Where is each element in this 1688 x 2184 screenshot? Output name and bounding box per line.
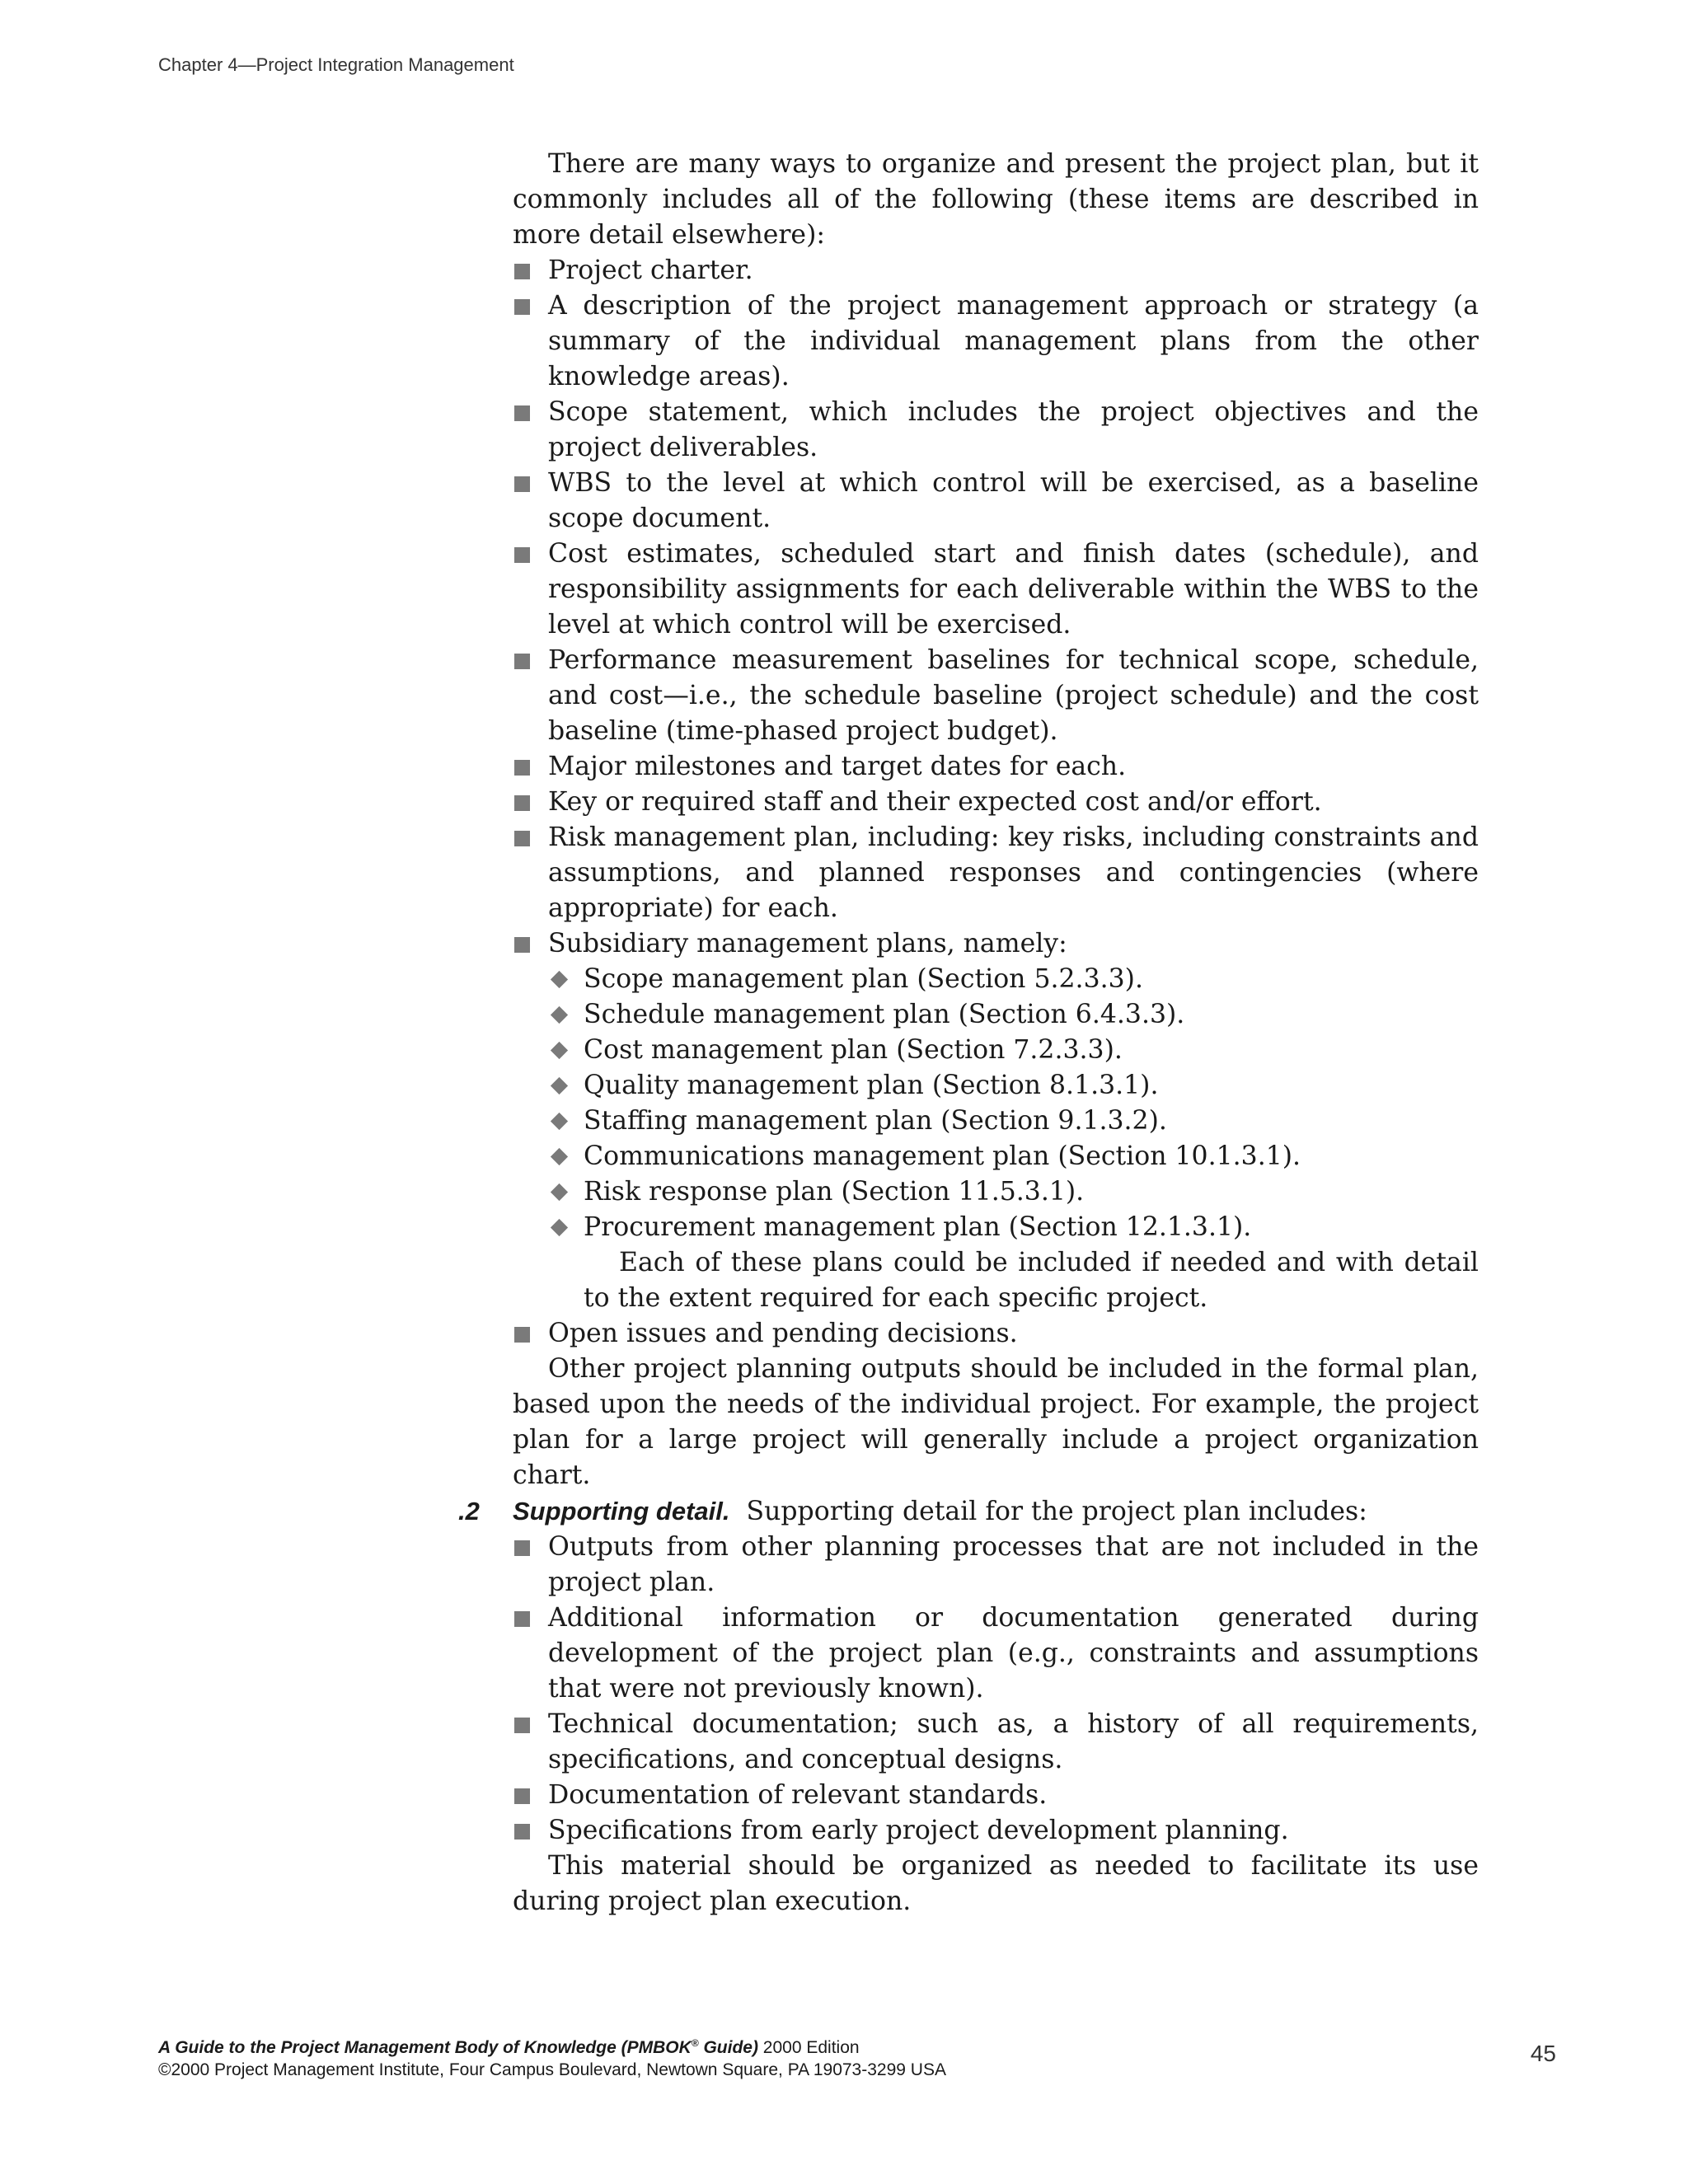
diamond-bullet-icon: [551, 1042, 568, 1059]
square-bullet-icon: [514, 264, 530, 279]
square-bullet-icon: [514, 1718, 530, 1733]
square-bullet-icon: [514, 937, 530, 953]
page-number: 45: [1530, 2041, 1556, 2066]
diamond-bullet-icon: [551, 1148, 568, 1165]
sub-list-item: Quality management plan (Section 8.1.3.1).: [513, 1068, 1479, 1104]
diamond-bullet-icon: [551, 971, 568, 988]
square-bullet-icon: [514, 760, 530, 776]
section-heading: [458, 1493, 1479, 1530]
list-item: Documentation of relevant standards.: [513, 1778, 1479, 1813]
diamond-bullet-icon: [551, 1183, 568, 1201]
square-bullet-icon: [514, 1327, 530, 1343]
list-item: Specifications from early project development planning.: [513, 1813, 1479, 1849]
closing-paragraph: This material should be organized as needed to facilitate its use during project plan execution.: [513, 1851, 1479, 1916]
section-title: Supporting detail.: [513, 1497, 730, 1526]
square-bullet-icon: [514, 476, 530, 492]
diamond-bullet-icon: [551, 1219, 568, 1236]
book-title-end: Guide): [698, 2038, 758, 2057]
list-item: Key or required staff and their expected cost and/or effort.: [513, 785, 1479, 820]
sub-list-item: Cost management plan (Section 7.2.3.3).: [513, 1033, 1479, 1068]
sub-list-item: Procurement management plan (Section 12.1.3.1).: [513, 1210, 1479, 1245]
diamond-bullet-icon: [551, 1077, 568, 1094]
page-footer: [158, 2032, 946, 2081]
square-bullet-icon: [514, 831, 530, 846]
edition: 2000 Edition: [757, 2038, 860, 2057]
other-outputs-paragraph: Other project planning outputs should be included in the formal plan, based upon the needs of the individual project. For example, the project plan for a large project will generally include a project organization chart.: [513, 1354, 1479, 1490]
list-item: Additional information or documentation generated during development of the project plan (e.g., constraints and assumptions that were not previously known).: [513, 1601, 1479, 1707]
section-number: .2: [458, 1497, 480, 1526]
square-bullet-icon: [514, 1611, 530, 1627]
diamond-bullet-icon: [551, 1113, 568, 1130]
page-body: [458, 147, 1479, 1919]
square-bullet-icon: [514, 299, 530, 315]
sub-list-item: Staffing management plan (Section 9.1.3.2).: [513, 1104, 1479, 1139]
sub-list-item: Schedule management plan (Section 6.4.3.3).: [513, 997, 1479, 1033]
list-item: Subsidiary management plans, namely:: [513, 926, 1479, 962]
book-title: A Guide to the Project Management Body of Knowledge (PMBOK: [158, 2038, 692, 2057]
subsidiary-note: Each of these plans could be included if needed and with detail to the extent required for each specific project.: [584, 1248, 1479, 1313]
diamond-bullet-icon: [551, 1006, 568, 1024]
square-bullet-icon: [514, 1824, 530, 1840]
intro-paragraph: There are many ways to organize and present the project plan, but it commonly includes all of the following (these items are described in more detail elsewhere):: [513, 149, 1479, 250]
list-item: Scope statement, which includes the project objectives and the project deliverables.: [513, 395, 1479, 466]
list-item: Performance measurement baselines for technical scope, schedule, and cost—i.e., the schedule baseline (project schedule) and the cost baseline (time-phased project budget).: [513, 643, 1479, 749]
square-bullet-icon: [514, 1788, 530, 1804]
running-head: Chapter 4—Project Integration Management: [158, 54, 514, 75]
sub-list-item: Communications management plan (Section 10.1.3.1).: [513, 1139, 1479, 1174]
list-item: Project charter.: [513, 253, 1479, 288]
square-bullet-icon: [514, 795, 530, 811]
square-bullet-icon: [514, 654, 530, 669]
list-item: A description of the project management approach or strategy (a summary of the individual management plans from the other knowledge areas).: [513, 288, 1479, 395]
list-item: Risk management plan, including: key risks, including constraints and assumptions, and planned responses and contingencies (where appropriate) for each.: [513, 820, 1479, 926]
sub-list-item: Risk response plan (Section 11.5.3.1).: [513, 1174, 1479, 1210]
list-item: Technical documentation; such as, a history of all requirements, specifications, and conceptual designs.: [513, 1707, 1479, 1778]
list-item: Cost estimates, scheduled start and finish dates (schedule), and responsibility assignments for each deliverable within the WBS to the level at which control will be exercised.: [513, 537, 1479, 643]
list-item: Open issues and pending decisions.: [513, 1316, 1479, 1352]
footer-book-line: [158, 2032, 946, 2059]
section-lead: Supporting detail for the project plan includes:: [746, 1497, 1367, 1526]
list-item: Outputs from other planning processes that are not included in the project plan.: [513, 1530, 1479, 1601]
square-bullet-icon: [514, 405, 530, 421]
sub-list-item: Scope management plan (Section 5.2.3.3).: [513, 962, 1479, 997]
list-item: WBS to the level at which control will be exercised, as a baseline scope document.: [513, 466, 1479, 537]
registered-mark: ®: [691, 2037, 699, 2049]
square-bullet-icon: [514, 1540, 530, 1556]
square-bullet-icon: [514, 547, 530, 563]
copyright-line: ©2000 Project Management Institute, Four Campus Boulevard, Newtown Square, PA 19073-3299 USA: [158, 2060, 946, 2079]
list-item: Major milestones and target dates for each.: [513, 749, 1479, 785]
